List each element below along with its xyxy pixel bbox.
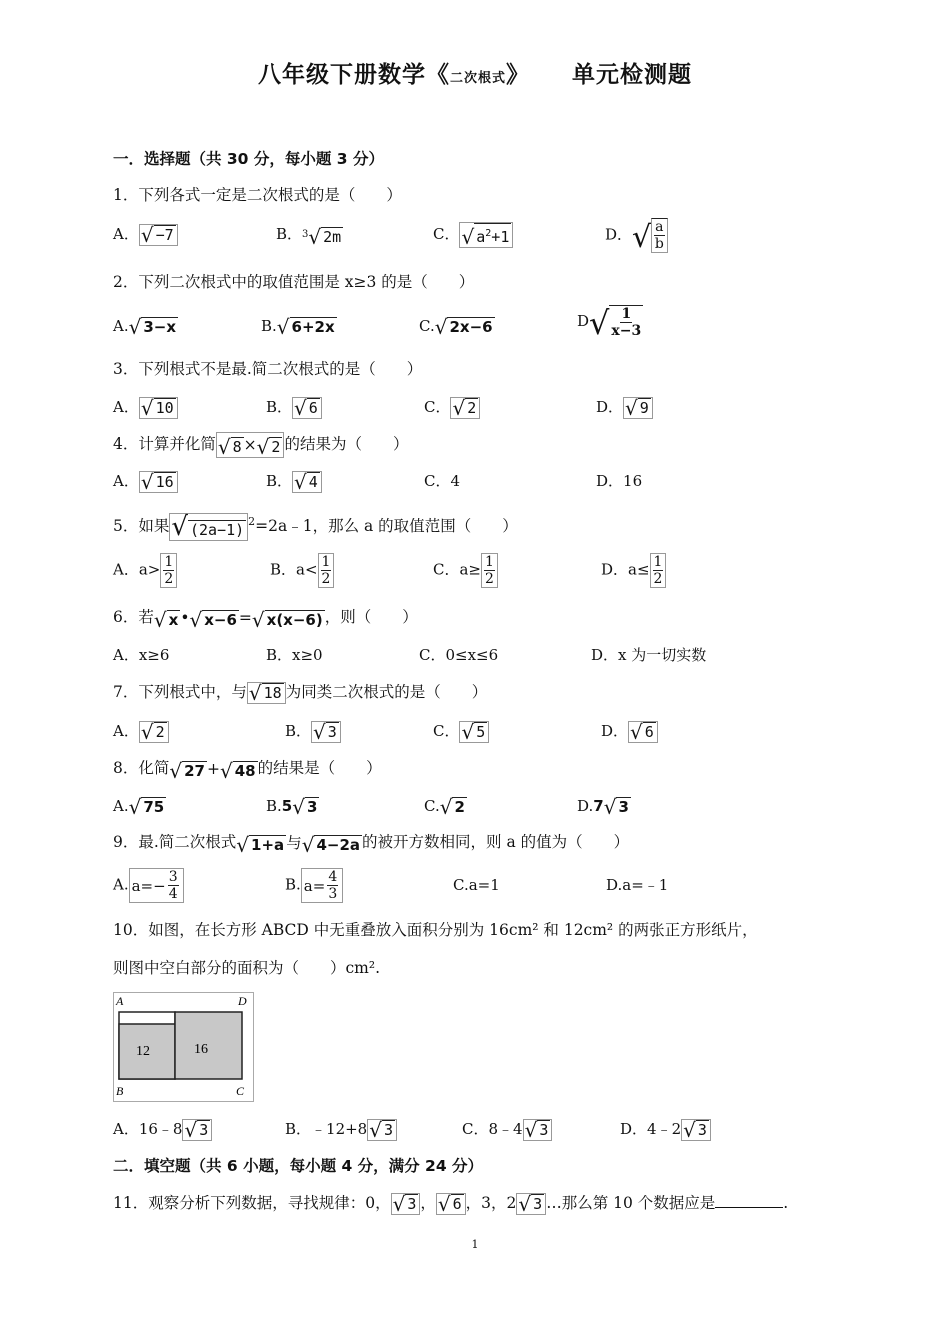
q6-stem: 6．若 √ x • √ x−6 = √ x(x−6) ，则（ ） [113, 608, 418, 632]
q7-option-b: B． √ 3 [285, 719, 341, 743]
q8-option-d: D.7 √ 3 [577, 795, 629, 819]
q8-option-b: B.5 √ 3 [266, 795, 318, 819]
q9-option-d: D.a=﹣1 [606, 876, 669, 894]
q7-option-d: D． √ 6 [601, 719, 658, 743]
q3-option-b: B． √ 6 [266, 395, 322, 419]
q11-answer-blank[interactable] [715, 1193, 783, 1208]
q4-option-c: C．4 [424, 472, 461, 490]
q10-figure [113, 992, 254, 1102]
q10-option-d: D．4﹣2 √ 3 [620, 1117, 711, 1141]
q9-option-b: B. a= $\frac{4}{3}$ [285, 868, 343, 903]
q6-option-a: A．x≥6 [113, 646, 170, 664]
q4-option-a: A． √ 16 [113, 469, 178, 493]
q1-option-a: A． √ −7 [113, 222, 178, 246]
q7-stem: 7．下列根式中，与 √ 18 为同类二次根式的是（ ） [113, 681, 488, 705]
q10-stem-line1: 10．如图，在长方形 ABCD 中无重叠放入面积分别为 16cm² 和 12cm² 的两张正方形纸片， [113, 921, 758, 939]
q3-option-c: C． √ 2 [424, 395, 480, 419]
q1-option-b: B． 3 √ 2m [276, 225, 342, 249]
q2-option-b: B. √ 6+2x [261, 315, 335, 339]
vertex-d: D [238, 994, 247, 1008]
q5-option-a: A．a> $\frac{1}{2}$ [113, 553, 177, 588]
q7-option-a: A． √ 2 [113, 719, 169, 743]
q5-stem: 5．如果 √ (2a−1) $^2$=2a﹣1，那么 a 的取值范围（ ） [113, 512, 518, 543]
section1-heading: 一．选择题（共 30 分，每小题 3 分） [113, 150, 384, 168]
q3-option-d: D． √ 9 [596, 395, 653, 419]
vertex-c: C [236, 1084, 245, 1098]
q7-option-c: C． √ 5 [433, 719, 489, 743]
q5-option-d: D．a≤ $\frac{1}{2}$ [601, 553, 666, 588]
q10-stem-line2: 则图中空白部分的面积为（ ）cm². [113, 959, 381, 977]
q8-option-a: A. √ 75 [113, 795, 165, 819]
vertex-b: B [116, 1084, 124, 1098]
q8-stem: 8．化简 √ 27 + √ 48 的结果是（ ） [113, 759, 382, 783]
rectangle-diagram [114, 993, 253, 1101]
q4-stem: 4．计算并化简 √ 8 × √ 2 的结果为（ ） [113, 432, 408, 458]
q10-option-c: C．8﹣4 √ 3 [462, 1117, 552, 1141]
q1-stem: 1．下列各式一定是二次根式的是（ ） [113, 186, 402, 204]
q2-stem: 2．下列二次根式中的取值范围是 x≥3 的是（ ） [113, 273, 475, 291]
q9-stem: 9．最.简二次根式 √ 1+a 与 √ 4−2a 的被开方数相同，则 a 的值为（ ） [113, 833, 630, 857]
vertex-a: A [116, 994, 124, 1008]
label-12: 12 [136, 1044, 150, 1059]
q10-option-a: A．16﹣8 √ 3 [113, 1117, 212, 1141]
title-tail: 单元检测题 [572, 62, 692, 88]
q3-stem: 3．下列根式不是最.简二次根式的是（ ） [113, 360, 423, 378]
q2-option-a: A. √ 3−x [113, 315, 177, 339]
page-title [0, 56, 950, 89]
label-16: 16 [194, 1042, 208, 1057]
q9-option-a: A. a=− $\frac{3}{4}$ [113, 868, 184, 903]
q1-option-c: C． √ $a^2+1$ [433, 222, 513, 248]
q10-option-b: B．﹣12+8 √ 3 [285, 1117, 397, 1141]
q1-option-d: D． √ $\frac{a}{b}$ [605, 218, 668, 253]
q6-option-b: B．x≥0 [266, 646, 323, 664]
title-main: 八年级下册数学《 [257, 62, 450, 88]
q4-option-b: B． √ 4 [266, 469, 322, 493]
q2-option-d: D √ $\frac{1}{x-3}$ [577, 304, 642, 342]
q8-option-c: C. √ 2 [424, 795, 465, 819]
section2-heading: 二．填空题（共 6 小题，每小题 4 分，满分 24 分） [113, 1157, 484, 1175]
square-16 [175, 1012, 242, 1079]
title-close: 》 [506, 62, 530, 88]
q5-option-b: B．a< $\frac{1}{2}$ [270, 553, 334, 588]
q6-option-d: D．x 为一切实数 [591, 646, 707, 664]
title-sub: 二次根式 [449, 71, 506, 86]
q6-option-c: C．0≤x≤6 [419, 646, 499, 664]
q5-option-c: C．a≥ $\frac{1}{2}$ [433, 553, 498, 588]
q9-option-c: C.a=1 [453, 876, 500, 894]
q11-stem: 11．观察分析下列数据，寻找规律：0， √ 3 ， √ 6 ，3，2 √ 3 …那么第 10 个数据应是 . [113, 1192, 789, 1216]
page-number: 1 [471, 1238, 479, 1251]
q3-option-a: A． √ 10 [113, 395, 178, 419]
q2-option-c: C. √ 2x−6 [419, 315, 493, 339]
q4-option-d: D．16 [596, 472, 643, 490]
